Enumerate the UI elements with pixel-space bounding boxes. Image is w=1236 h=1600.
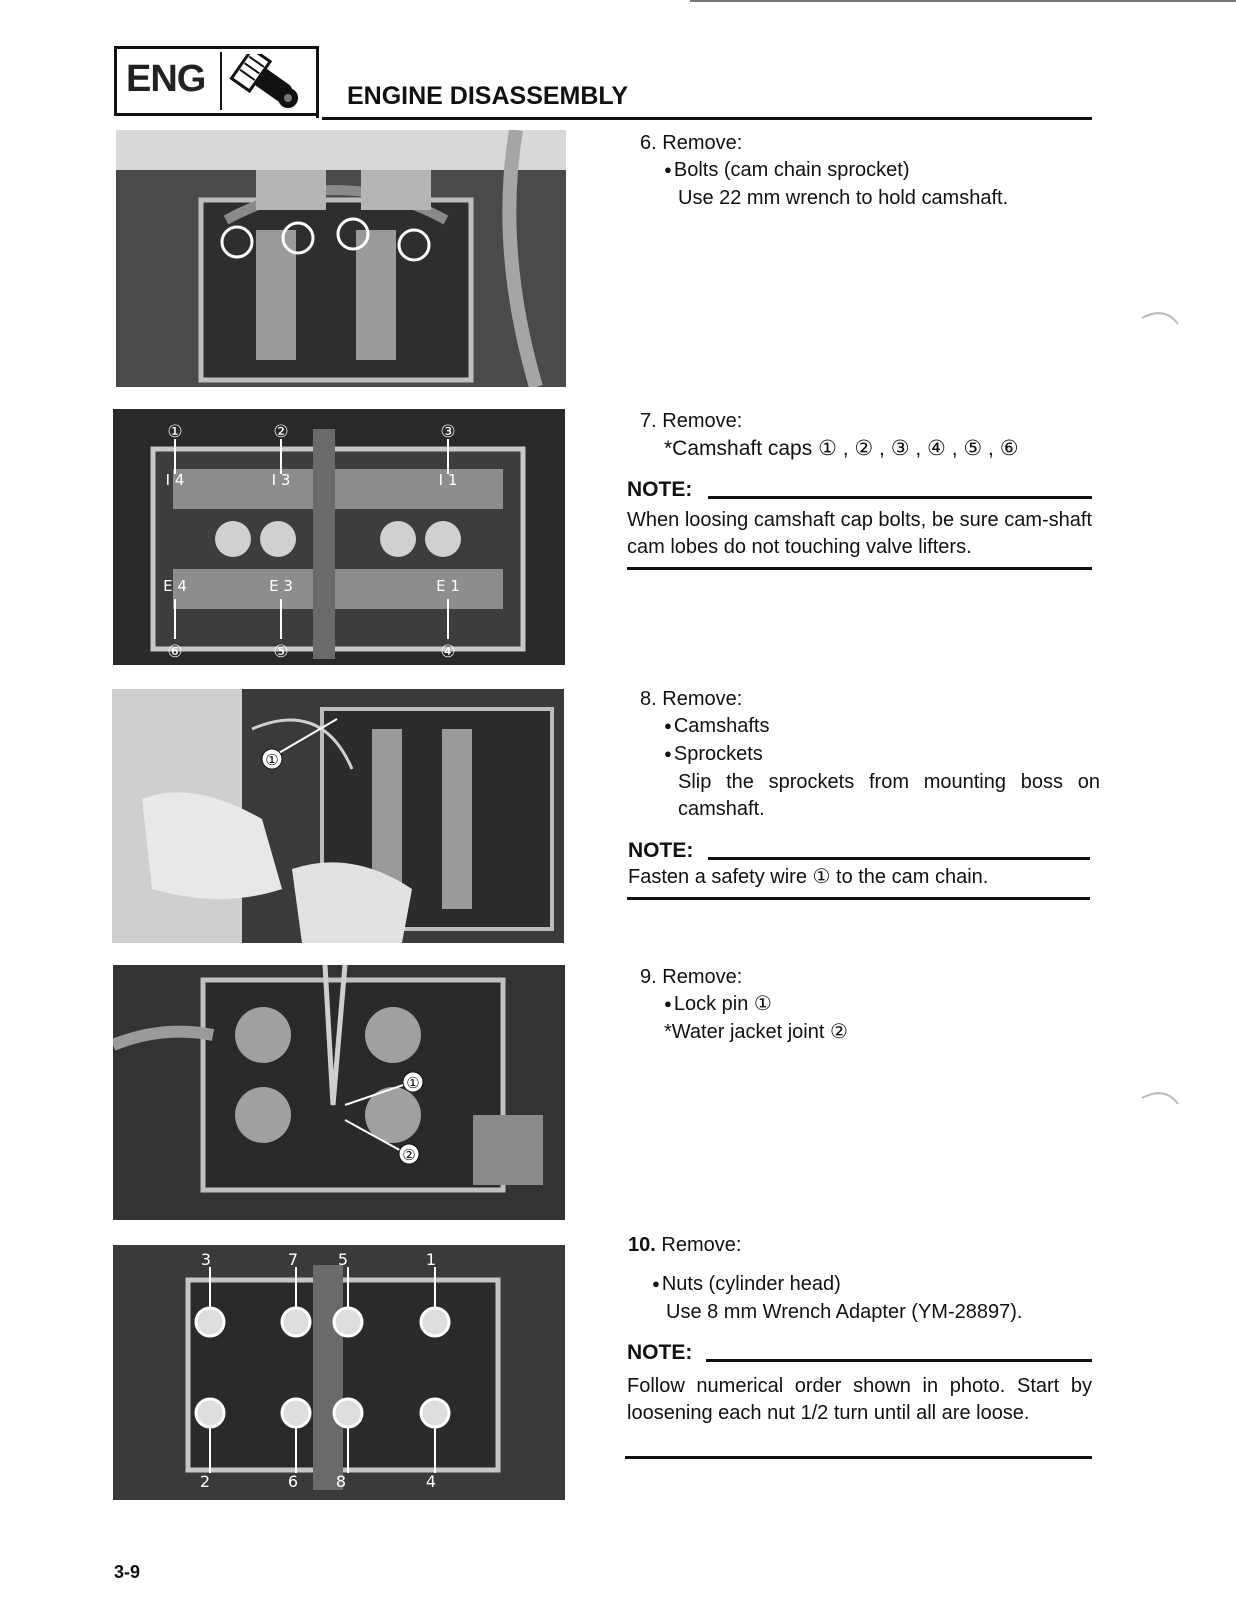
- step-number: 9.: [640, 966, 657, 988]
- step-item: ● Sprockets: [640, 741, 1100, 769]
- note-label: NOTE:: [627, 1341, 693, 1364]
- label-2: ②: [402, 1146, 416, 1164]
- label-6: 6: [287, 1472, 299, 1491]
- note-label: NOTE:: [627, 478, 693, 501]
- step-item: *Camshaft caps ① , ② , ③ , ④ , ⑤ , ⑥: [664, 437, 1019, 460]
- label-1: 1: [425, 1250, 437, 1269]
- label-4: ④: [440, 642, 456, 662]
- label-1: ①: [265, 751, 279, 769]
- cap-mark-e4: E 4: [163, 577, 187, 595]
- note-text: When loosing camshaft cap bolts, be sure cam-shaft cam lobes do not touching valve lifters.: [627, 509, 1092, 558]
- page-number: 3-9: [114, 1562, 141, 1582]
- step-action: Remove:: [662, 410, 743, 432]
- step-9: [640, 964, 1100, 1046]
- page-title: ENGINE DISASSEMBLY: [347, 82, 629, 110]
- top-edge-rule: [690, 0, 1236, 2]
- step-7: [640, 408, 1100, 462]
- section-code: ENG: [126, 58, 206, 100]
- step-detail: Use 8 mm Wrench Adapter (YM-28897).: [666, 1301, 1023, 1323]
- label-1: ①: [167, 422, 183, 442]
- label-4: 4: [425, 1472, 437, 1491]
- note-rule: [708, 857, 1090, 860]
- step-6: [640, 130, 1090, 212]
- step-item: ● Camshafts: [640, 713, 1100, 741]
- label-2: ②: [273, 422, 289, 442]
- label-5: ⑤: [273, 642, 289, 662]
- photo-camshaft-caps: [113, 409, 565, 665]
- cap-mark-e1: E 1: [436, 577, 460, 595]
- cap-mark-i4: I 4: [165, 471, 185, 489]
- note-end-rule: [625, 1456, 1092, 1459]
- cap-mark-e3: E 3: [269, 577, 293, 595]
- label-1: ①: [406, 1074, 420, 1092]
- step-action: Remove:: [662, 132, 743, 154]
- note-end-rule: [627, 567, 1092, 570]
- note-end-rule: [627, 897, 1090, 900]
- step-number: 7.: [640, 410, 657, 432]
- step-action: Remove:: [662, 688, 743, 710]
- step-item: ● Bolts (cam chain sprocket): [640, 157, 1090, 185]
- label-3: ③: [440, 422, 456, 442]
- label-5: 5: [337, 1250, 349, 1269]
- step-item: ● Lock pin ①: [640, 991, 1100, 1019]
- photo-camshafts-sprockets: [112, 689, 564, 943]
- note-label: NOTE:: [628, 839, 694, 862]
- label-3: 3: [200, 1250, 212, 1269]
- label-7: 7: [287, 1250, 299, 1269]
- step-detail: Use 22 mm wrench to hold camshaft.: [678, 187, 1009, 209]
- label-6: ⑥: [167, 642, 183, 662]
- step-number: 6.: [640, 132, 657, 154]
- step-item: ● Nuts (cylinder head): [628, 1271, 1093, 1299]
- step-8: [640, 686, 1100, 823]
- binding-mark-icon: [1140, 310, 1180, 326]
- step-action: Remove:: [662, 966, 743, 988]
- step-item: *Water jacket joint ②: [664, 1021, 848, 1043]
- photo-cam-sprocket-bolts: [116, 130, 566, 387]
- step-action: Remove:: [661, 1234, 742, 1256]
- label-2: 2: [199, 1472, 211, 1491]
- engine-wrench-icon: [228, 54, 308, 110]
- cap-mark-i1: I 1: [438, 471, 458, 489]
- step-10: [628, 1232, 1093, 1326]
- section-tab-edge: [316, 46, 319, 118]
- step-detail: Slip the sprockets from mounting boss on camshaft.: [678, 771, 1100, 820]
- label-8: 8: [335, 1472, 347, 1491]
- step-number: 8.: [640, 688, 657, 710]
- photo-lock-pin-water-jacket: [113, 965, 565, 1220]
- note-text: Follow numerical order shown in photo. Start by loosening each nut 1/2 turn until all are loose.: [627, 1375, 1092, 1424]
- note-rule: [708, 496, 1092, 499]
- step-number: 10.: [628, 1234, 656, 1256]
- note-text: Fasten a safety wire ① to the cam chain.: [628, 866, 989, 888]
- binding-mark-icon: [1140, 1090, 1180, 1106]
- header-rule: [322, 117, 1092, 120]
- section-tab-divider: [220, 52, 222, 110]
- note-rule: [706, 1359, 1092, 1362]
- cap-mark-i3: I 3: [271, 471, 291, 489]
- photo-cylinder-head-nuts: [113, 1245, 565, 1500]
